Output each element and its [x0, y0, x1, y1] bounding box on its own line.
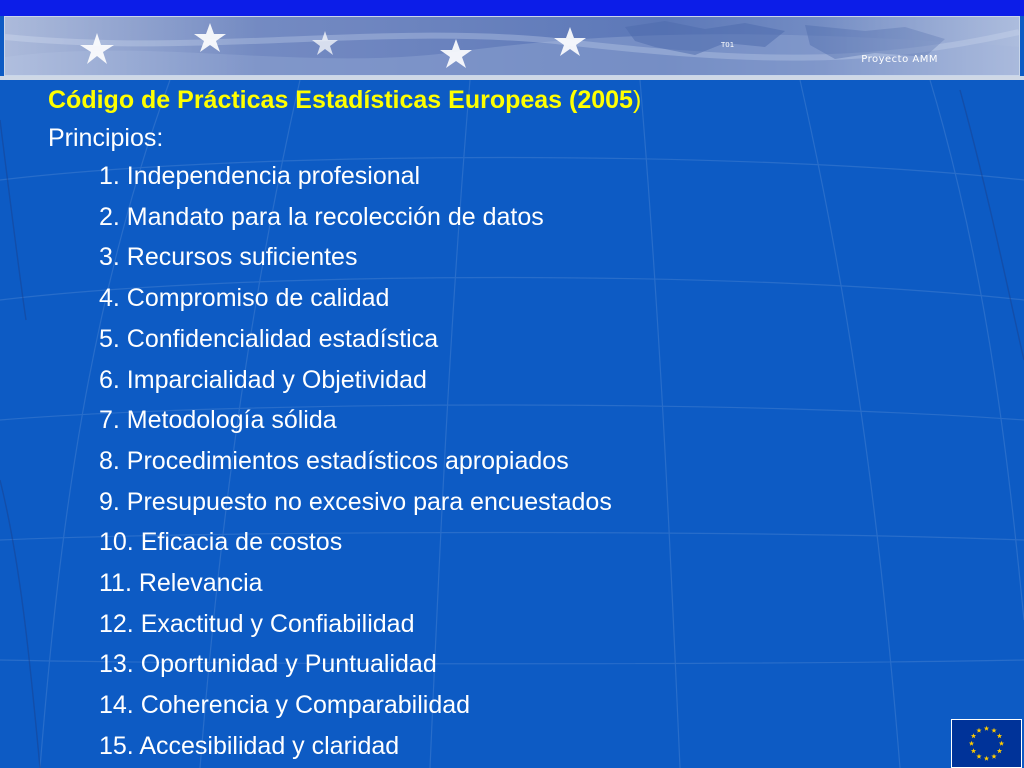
- star-icon: [997, 748, 1002, 753]
- star-icon: [991, 754, 996, 759]
- star-icon: [976, 728, 981, 733]
- list-item: 9. Presupuesto no excesivo para encuestados: [99, 487, 612, 516]
- list-item: 15. Accesibilidad y claridad: [99, 731, 400, 760]
- list-item: 11. Relevancia: [99, 569, 263, 598]
- banner-top-strip: [0, 0, 1024, 16]
- list-item: 5. Confidencialidad estadística: [99, 324, 439, 353]
- list-item: 6. Imparcialidad y Objetividad: [99, 365, 427, 394]
- slide-content: [48, 80, 948, 767]
- list-item: 1. Independencia profesional: [99, 162, 421, 190]
- list-item: 2. Mandato para la recolección de datos: [99, 202, 544, 231]
- star-icon: [997, 733, 1002, 738]
- slide-title-bold: Código de Prácticas Estadísticas Europeas (2005: [48, 86, 633, 114]
- list-item: 4. Compromiso de calidad: [99, 284, 390, 313]
- star-icon: [999, 741, 1004, 746]
- list-item: 13. Oportunidad y Puntualidad: [99, 650, 437, 679]
- list-item: 12. Exactitud y Confiabilidad: [99, 609, 415, 638]
- list-item: 14. Coherencia y Comparabilidad: [99, 691, 471, 720]
- list-item: 10. Eficacia de costos: [99, 528, 343, 557]
- star-icon: [984, 726, 989, 731]
- principles-list: [48, 156, 948, 767]
- star-icon: [984, 756, 989, 761]
- principles-heading: Principios:: [48, 124, 164, 152]
- star-icon: [971, 733, 976, 738]
- list-item: 7. Metodología sólida: [99, 406, 337, 435]
- star-icon: [969, 741, 974, 746]
- star-icon: [971, 748, 976, 753]
- eu-flag-icon: [951, 719, 1022, 768]
- star-icon: [991, 728, 996, 733]
- banner-caption: Proyecto AMM: [861, 54, 938, 65]
- banner-image: [4, 16, 1020, 76]
- list-item: 3. Recursos suficientes: [99, 243, 358, 272]
- header-banner: [0, 0, 1024, 80]
- star-icon: [976, 754, 981, 759]
- slide-title-close: ): [632, 86, 642, 114]
- list-item: 8. Procedimientos estadísticos apropiados: [99, 446, 569, 475]
- slide-title: [48, 80, 948, 120]
